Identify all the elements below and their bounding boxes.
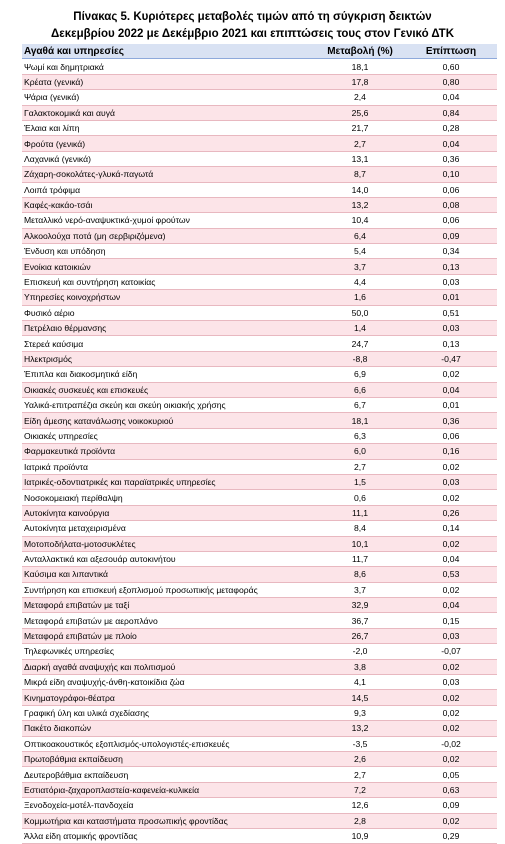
row-item-name: Μεταφορά επιβατών με αεροπλάνο [22, 613, 315, 628]
row-item-name: Άλλα είδη ατομικής φροντίδας [22, 828, 315, 843]
row-change-percent: 6,4 [315, 228, 405, 243]
row-impact: 0,01 [405, 290, 497, 305]
row-change-percent: 11,1 [315, 505, 405, 520]
row-item-name: Μικρά είδη αναψυχής-άνθη-κατοικίδια ζώα [22, 675, 315, 690]
table-row [22, 613, 497, 628]
row-impact: -0,02 [405, 736, 497, 751]
row-change-percent: 50,0 [315, 305, 405, 320]
table-row [22, 290, 497, 305]
table-row [22, 782, 497, 797]
row-change-percent: 6,6 [315, 382, 405, 397]
table-row [22, 274, 497, 289]
table-row [22, 736, 497, 751]
table-row [22, 336, 497, 351]
header-impact: Επίπτωση [405, 44, 497, 59]
table-row [22, 567, 497, 582]
row-change-percent: 13,2 [315, 197, 405, 212]
row-change-percent: 1,4 [315, 321, 405, 336]
row-item-name: Φρούτα (γενικά) [22, 136, 315, 151]
table-row [22, 474, 497, 489]
row-item-name: Επισκευή και συντήρηση κατοικίας [22, 274, 315, 289]
row-change-percent: 6,3 [315, 428, 405, 443]
row-change-percent: 2,7 [315, 459, 405, 474]
row-item-name: Οικιακές υπηρεσίες [22, 428, 315, 443]
row-item-name: Έλαια και λίπη [22, 120, 315, 135]
row-change-percent: 1,5 [315, 474, 405, 489]
row-impact: 0,06 [405, 182, 497, 197]
row-change-percent: 8,7 [315, 167, 405, 182]
table-row [22, 659, 497, 674]
row-item-name: Ιατρικά προϊόντα [22, 459, 315, 474]
row-item-name: Ψωμί και δημητριακά [22, 59, 315, 74]
row-change-percent: 2,7 [315, 136, 405, 151]
row-item-name: Καύσιμα και λιπαντικά [22, 567, 315, 582]
row-impact: 0,03 [405, 628, 497, 643]
row-item-name: Νοσοκομειακή περίθαλψη [22, 490, 315, 505]
row-change-percent: 8,4 [315, 521, 405, 536]
row-change-percent: 3,7 [315, 259, 405, 274]
table-body [22, 59, 497, 844]
table-row [22, 690, 497, 705]
row-item-name: Λαχανικά (γενικά) [22, 151, 315, 166]
row-change-percent: 11,7 [315, 551, 405, 566]
row-change-percent: 8,6 [315, 567, 405, 582]
row-impact: 0,04 [405, 551, 497, 566]
row-change-percent: 2,4 [315, 90, 405, 105]
row-item-name: Μεταφορά επιβατών με ταξί [22, 598, 315, 613]
row-impact: 0,02 [405, 536, 497, 551]
row-change-percent: 10,1 [315, 536, 405, 551]
table-row [22, 798, 497, 813]
row-change-percent: 4,4 [315, 274, 405, 289]
row-item-name: Καφές-κακάο-τσάι [22, 197, 315, 212]
table-row [22, 505, 497, 520]
table-row [22, 74, 497, 89]
row-impact: 0,06 [405, 213, 497, 228]
row-change-percent: 2,8 [315, 813, 405, 828]
table-row [22, 367, 497, 382]
table-row [22, 120, 497, 135]
table-row [22, 721, 497, 736]
row-item-name: Φαρμακευτικά προϊόντα [22, 444, 315, 459]
row-impact: 0,14 [405, 521, 497, 536]
table-row [22, 228, 497, 243]
row-impact: 0,13 [405, 336, 497, 351]
row-impact: 0,04 [405, 382, 497, 397]
row-impact: 0,06 [405, 428, 497, 443]
row-item-name: Είδη άμεσης κατανάλωσης νοικοκυριού [22, 413, 315, 428]
row-impact: 0,04 [405, 136, 497, 151]
table-row [22, 705, 497, 720]
row-item-name: Κομμωτήρια και καταστήματα προσωπικής φροντίδας [22, 813, 315, 828]
row-item-name: Εστιατόρια-ζαχαροπλαστεία-καφενεία-κυλικεία [22, 782, 315, 797]
row-impact: 0,10 [405, 167, 497, 182]
row-change-percent: 10,9 [315, 828, 405, 843]
row-impact: 0,28 [405, 120, 497, 135]
row-item-name: Ζάχαρη-σοκολάτες-γλυκά-παγωτά [22, 167, 315, 182]
row-item-name: Αυτοκίνητα μεταχειρισμένα [22, 521, 315, 536]
table-title-line-2: Δεκεμβρίου 2022 με Δεκέμβριο 2021 και επιπτώσεις τους στον Γενικό ΔΤΚ [51, 28, 454, 40]
row-impact: 0,02 [405, 490, 497, 505]
table-row [22, 213, 497, 228]
row-item-name: Δευτεροβάθμια εκπαίδευση [22, 767, 315, 782]
table-row [22, 397, 497, 412]
row-change-percent: 36,7 [315, 613, 405, 628]
row-change-percent: 3,7 [315, 582, 405, 597]
row-impact: 0,02 [405, 659, 497, 674]
row-change-percent: -3,5 [315, 736, 405, 751]
row-impact: 0,02 [405, 721, 497, 736]
table-row [22, 167, 497, 182]
row-change-percent: 4,1 [315, 675, 405, 690]
row-item-name: Ενοίκια κατοικιών [22, 259, 315, 274]
table-row [22, 244, 497, 259]
table-row [22, 813, 497, 828]
table-row [22, 751, 497, 766]
row-change-percent: 18,1 [315, 59, 405, 74]
table-row [22, 551, 497, 566]
table-row [22, 644, 497, 659]
row-item-name: Ανταλλακτικά και αξεσουάρ αυτοκινήτου [22, 551, 315, 566]
row-impact: 0,16 [405, 444, 497, 459]
row-item-name: Οπτικοακουστικός εξοπλισμός-υπολογιστές-επισκευές [22, 736, 315, 751]
row-change-percent: 12,6 [315, 798, 405, 813]
row-item-name: Ιατρικές-οδοντιατρικές και παραϊατρικές υπηρεσίες [22, 474, 315, 489]
table-row [22, 351, 497, 366]
row-item-name: Πακέτο διακοπών [22, 721, 315, 736]
row-change-percent: 7,2 [315, 782, 405, 797]
table-row [22, 182, 497, 197]
header-goods-services: Αγαθά και υπηρεσίες [22, 44, 315, 59]
row-impact: -0,07 [405, 644, 497, 659]
row-item-name: Αλκοολούχα ποτά (μη σερβιριζόμενα) [22, 228, 315, 243]
row-impact: 0,03 [405, 474, 497, 489]
table-row [22, 582, 497, 597]
row-change-percent: 0,6 [315, 490, 405, 505]
row-change-percent: 21,7 [315, 120, 405, 135]
row-item-name: Οικιακές συσκευές και επισκευές [22, 382, 315, 397]
table-row [22, 490, 497, 505]
row-item-name: Στερεά καύσιμα [22, 336, 315, 351]
row-impact: 0,80 [405, 74, 497, 89]
table-row [22, 105, 497, 120]
row-item-name: Ξενοδοχεία-μοτέλ-πανδοχεία [22, 798, 315, 813]
row-change-percent: 32,9 [315, 598, 405, 613]
row-change-percent: 26,7 [315, 628, 405, 643]
row-item-name: Διαρκή αγαθά αναψυχής και πολιτισμού [22, 659, 315, 674]
row-change-percent: 6,9 [315, 367, 405, 382]
header-change-percent: Μεταβολή (%) [315, 44, 405, 59]
row-item-name: Γραφική ύλη και υλικά σχεδίασης [22, 705, 315, 720]
row-change-percent: 2,7 [315, 767, 405, 782]
row-impact: 0,03 [405, 321, 497, 336]
table-row [22, 675, 497, 690]
row-impact: 0,03 [405, 675, 497, 690]
table-row [22, 197, 497, 212]
row-change-percent: 13,2 [315, 721, 405, 736]
row-item-name: Λοιπά τρόφιμα [22, 182, 315, 197]
row-impact: 0,02 [405, 459, 497, 474]
row-impact: 0,02 [405, 813, 497, 828]
row-item-name: Ηλεκτρισμός [22, 351, 315, 366]
row-impact: 0,60 [405, 59, 497, 74]
row-item-name: Πρωτοβάθμια εκπαίδευση [22, 751, 315, 766]
table-row [22, 136, 497, 151]
row-item-name: Αυτοκίνητα καινούργια [22, 505, 315, 520]
row-change-percent: 10,4 [315, 213, 405, 228]
row-impact: 0,01 [405, 397, 497, 412]
row-change-percent: 6,7 [315, 397, 405, 412]
row-change-percent: 6,0 [315, 444, 405, 459]
row-impact: 0,02 [405, 751, 497, 766]
row-item-name: Ένδυση και υπόδηση [22, 244, 315, 259]
row-change-percent: -2,0 [315, 644, 405, 659]
price-changes-table [22, 44, 497, 844]
table-title-line-1: Πίνακας 5. Κυριότερες μεταβολές τιμών από τη σύγκριση δεικτών [73, 11, 432, 23]
row-item-name: Υπηρεσίες κοινοχρήστων [22, 290, 315, 305]
row-item-name: Υαλικά-επιτραπέζια σκεύη και σκεύη οικιακής χρήσης [22, 397, 315, 412]
table-row [22, 444, 497, 459]
row-item-name: Κινηματογράφοι-θέατρα [22, 690, 315, 705]
row-impact: 0,05 [405, 767, 497, 782]
row-impact: 0,02 [405, 582, 497, 597]
table-row [22, 90, 497, 105]
row-impact: 0,26 [405, 505, 497, 520]
row-item-name: Πετρέλαιο θέρμανσης [22, 321, 315, 336]
row-item-name: Τηλεφωνικές υπηρεσίες [22, 644, 315, 659]
row-impact: 0,34 [405, 244, 497, 259]
row-change-percent: 18,1 [315, 413, 405, 428]
table-row [22, 321, 497, 336]
table-header-row [22, 44, 497, 59]
table-row [22, 259, 497, 274]
row-impact: 0,04 [405, 90, 497, 105]
row-item-name: Έπιπλα και διακοσμητικά είδη [22, 367, 315, 382]
row-change-percent: 2,6 [315, 751, 405, 766]
row-change-percent: 14,5 [315, 690, 405, 705]
row-impact: 0,53 [405, 567, 497, 582]
row-item-name: Μεταφορά επιβατών με πλοίο [22, 628, 315, 643]
row-impact: 0,04 [405, 598, 497, 613]
row-impact: 0,13 [405, 259, 497, 274]
row-change-percent: 14,0 [315, 182, 405, 197]
row-impact: 0,84 [405, 105, 497, 120]
row-item-name: Γαλακτοκομικά και αυγά [22, 105, 315, 120]
row-impact: 0,36 [405, 151, 497, 166]
table-row [22, 767, 497, 782]
row-item-name: Φυσικό αέριο [22, 305, 315, 320]
row-impact: 0,09 [405, 798, 497, 813]
row-change-percent: 9,3 [315, 705, 405, 720]
row-change-percent: 1,6 [315, 290, 405, 305]
table-row [22, 598, 497, 613]
row-change-percent: 5,4 [315, 244, 405, 259]
table-row [22, 382, 497, 397]
row-impact: 0,02 [405, 705, 497, 720]
row-change-percent: 13,1 [315, 151, 405, 166]
row-impact: 0,03 [405, 274, 497, 289]
row-impact: 0,51 [405, 305, 497, 320]
row-item-name: Μεταλλικό νερό-αναψυκτικά-χυμοί φρούτων [22, 213, 315, 228]
row-change-percent: 24,7 [315, 336, 405, 351]
table-row [22, 59, 497, 74]
row-item-name: Ψάρια (γενικά) [22, 90, 315, 105]
table-row [22, 151, 497, 166]
table-row [22, 628, 497, 643]
row-change-percent: -8,8 [315, 351, 405, 366]
row-change-percent: 3,8 [315, 659, 405, 674]
table-row [22, 428, 497, 443]
row-impact: 0,08 [405, 197, 497, 212]
row-impact: 0,36 [405, 413, 497, 428]
row-impact: 0,02 [405, 690, 497, 705]
row-impact: -0,47 [405, 351, 497, 366]
row-item-name: Συντήρηση και επισκευή εξοπλισμού προσωπικής μεταφοράς [22, 582, 315, 597]
row-impact: 0,02 [405, 367, 497, 382]
row-change-percent: 25,6 [315, 105, 405, 120]
table-row [22, 413, 497, 428]
table-row [22, 521, 497, 536]
table-row [22, 536, 497, 551]
row-impact: 0,29 [405, 828, 497, 843]
row-item-name: Μοτοποδήλατα-μοτοσυκλέτες [22, 536, 315, 551]
row-change-percent: 17,8 [315, 74, 405, 89]
row-item-name: Κρέατα (γενικά) [22, 74, 315, 89]
row-impact: 0,63 [405, 782, 497, 797]
row-impact: 0,15 [405, 613, 497, 628]
table-row [22, 459, 497, 474]
table-row [22, 305, 497, 320]
row-impact: 0,09 [405, 228, 497, 243]
